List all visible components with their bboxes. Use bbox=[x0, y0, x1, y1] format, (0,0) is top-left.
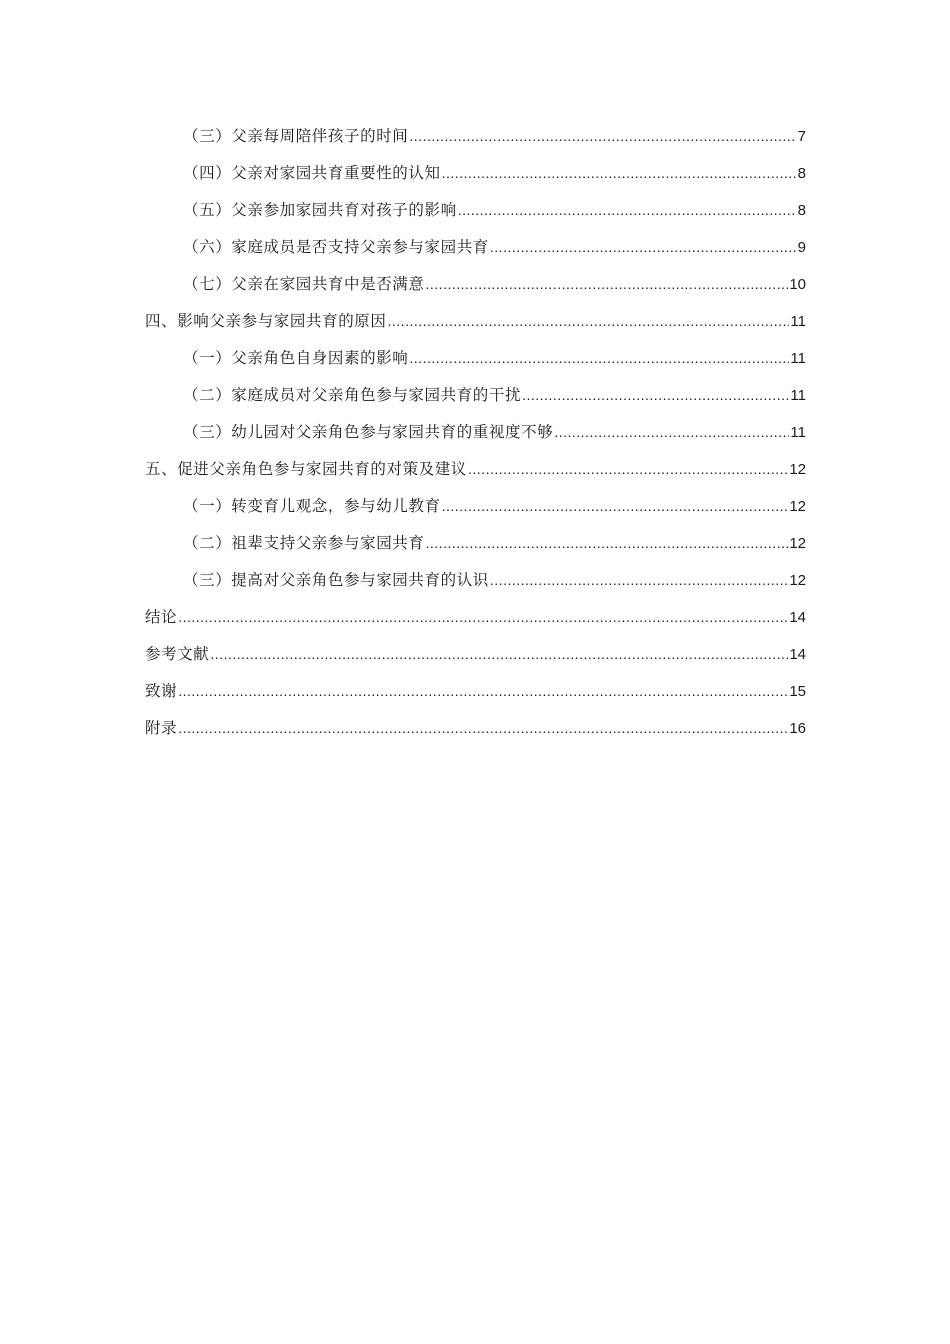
toc-page-number: 14 bbox=[789, 646, 806, 663]
toc-leader-dots bbox=[210, 636, 788, 673]
toc-page-number: 11 bbox=[790, 313, 806, 330]
toc-entry[interactable] bbox=[145, 377, 806, 414]
toc-entry[interactable] bbox=[145, 118, 806, 155]
toc-leader-dots bbox=[490, 562, 788, 599]
toc-leader-dots bbox=[442, 155, 797, 192]
toc-page-number: 11 bbox=[790, 424, 806, 441]
toc-leader-dots bbox=[490, 229, 797, 266]
toc-page-number: 12 bbox=[789, 498, 806, 515]
toc-entry[interactable] bbox=[145, 488, 806, 525]
toc-leader-dots bbox=[426, 266, 789, 303]
toc-entry-title: （五）父亲参加家园共育对孩子的影响 bbox=[183, 201, 457, 219]
toc-page-number: 7 bbox=[797, 128, 806, 145]
toc-entry-title: 四、影响父亲参与家园共育的原因 bbox=[145, 312, 387, 330]
toc-entry-title: （三）父亲每周陪伴孩子的时间 bbox=[183, 127, 409, 145]
toc-leader-dots bbox=[178, 599, 788, 636]
toc-entry[interactable] bbox=[145, 192, 806, 229]
toc-entry[interactable] bbox=[145, 340, 806, 377]
toc-entry[interactable] bbox=[145, 710, 806, 747]
toc-entry-title: （六）家庭成员是否支持父亲参与家园共育 bbox=[183, 238, 489, 256]
toc-entry-title: （三）幼儿园对父亲角色参与家园共育的重视度不够 bbox=[183, 423, 554, 441]
toc-entry[interactable] bbox=[145, 155, 806, 192]
toc-entry[interactable] bbox=[145, 599, 806, 636]
toc-page-number: 16 bbox=[789, 720, 806, 737]
toc-leader-dots bbox=[468, 451, 788, 488]
toc-entry-title: （二）祖辈支持父亲参与家园共育 bbox=[183, 534, 425, 552]
toc-entry-title: （一）父亲角色自身因素的影响 bbox=[183, 349, 409, 367]
toc-entry-title: 结论 bbox=[145, 608, 178, 626]
toc-entry-title: （四）父亲对家园共育重要性的认知 bbox=[183, 164, 441, 182]
toc-leader-dots bbox=[409, 340, 789, 377]
toc-leader-dots bbox=[522, 377, 789, 414]
toc-page-number: 15 bbox=[789, 683, 806, 700]
toc-page-number: 10 bbox=[789, 276, 806, 293]
toc-leader-dots bbox=[458, 192, 797, 229]
toc-entry[interactable] bbox=[145, 266, 806, 303]
toc-entry[interactable] bbox=[145, 562, 806, 599]
toc-leader-dots bbox=[409, 118, 796, 155]
toc-entry-title: （二）家庭成员对父亲角色参与家园共育的干扰 bbox=[183, 386, 522, 404]
toc-page-number: 12 bbox=[789, 461, 806, 478]
toc-entry-title: 五、促进父亲角色参与家园共育的对策及建议 bbox=[145, 460, 468, 478]
table-of-contents bbox=[145, 118, 806, 747]
toc-entry[interactable] bbox=[145, 303, 806, 340]
toc-entry-title: 附录 bbox=[145, 719, 178, 737]
toc-leader-dots bbox=[442, 488, 789, 525]
toc-entry-title: （三）提高对父亲角色参与家园共育的认识 bbox=[183, 571, 489, 589]
toc-entry-title: 致谢 bbox=[145, 682, 178, 700]
toc-entry-title: （一）转变育儿观念，参与幼儿教育 bbox=[183, 497, 441, 515]
toc-page-number: 8 bbox=[797, 165, 806, 182]
toc-entry-title: （七）父亲在家园共育中是否满意 bbox=[183, 275, 425, 293]
toc-leader-dots bbox=[388, 303, 790, 340]
toc-page-number: 12 bbox=[789, 572, 806, 589]
toc-leader-dots bbox=[178, 710, 788, 747]
toc-leader-dots bbox=[554, 414, 789, 451]
toc-entry-title: 参考文献 bbox=[145, 645, 210, 663]
toc-entry[interactable] bbox=[145, 451, 806, 488]
toc-entry[interactable] bbox=[145, 636, 806, 673]
toc-page-number: 9 bbox=[797, 239, 806, 256]
toc-page-number: 11 bbox=[790, 387, 806, 404]
toc-leader-dots bbox=[426, 525, 789, 562]
toc-entry[interactable] bbox=[145, 229, 806, 266]
toc-entry[interactable] bbox=[145, 525, 806, 562]
toc-entry[interactable] bbox=[145, 414, 806, 451]
toc-page-number: 12 bbox=[789, 535, 806, 552]
toc-leader-dots bbox=[178, 673, 788, 710]
toc-page-number: 11 bbox=[790, 350, 806, 367]
toc-page-number: 14 bbox=[789, 609, 806, 626]
toc-page-number: 8 bbox=[797, 202, 806, 219]
toc-entry[interactable] bbox=[145, 673, 806, 710]
